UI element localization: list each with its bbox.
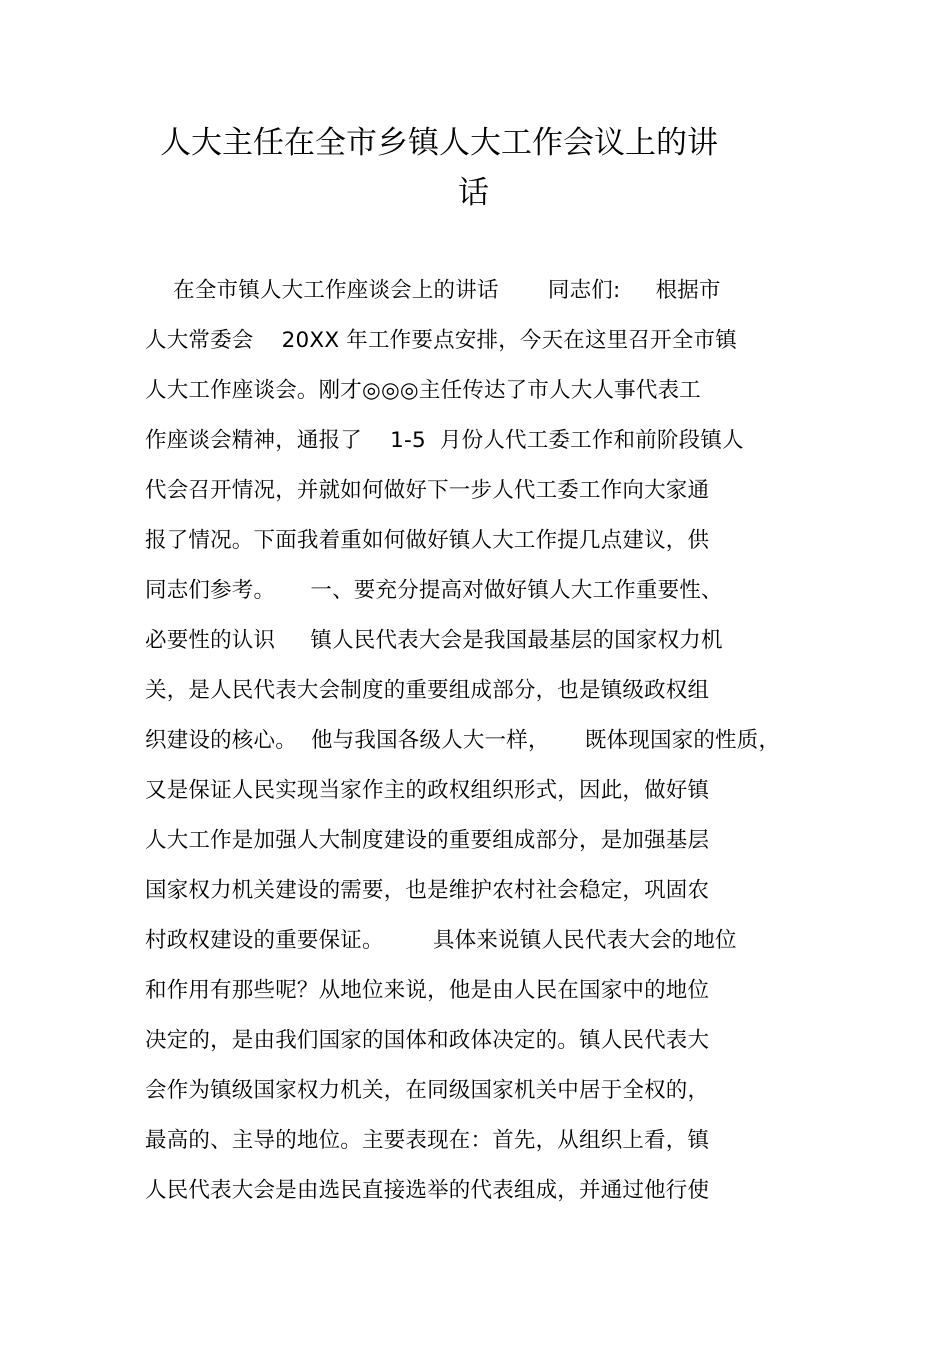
- body-line: 人民代表大会是由选民直接选举的代表组成，并通过他行使: [145, 1178, 710, 1203]
- body-line: 国家权力机关建设的需要，也是维护农村社会稳定，巩固农: [145, 878, 710, 903]
- body-line: 人大工作是加强人大制度建设的重要组成部分，是加强基层: [145, 828, 710, 853]
- body-line: 代会召开情况，并就如何做好下一步人代工委工作向大家通: [145, 478, 710, 503]
- body-line: 作座谈会精神，通报了 1-5 月份人代工委工作和前阶段镇人: [145, 428, 744, 453]
- body-line: 村政权建设的重要保证。 具体来说镇人民代表大会的地位: [145, 928, 737, 953]
- document-title-line-1: 人大主任在全市乡镇人大工作会议上的讲: [160, 125, 718, 161]
- body-line: 人大常委会 20XX 年工作要点安排，今天在这里召开全市镇: [145, 328, 737, 353]
- body-line: 报了情况。下面我着重如何做好镇人大工作提几点建议，供: [145, 528, 710, 553]
- body-line: 关，是人民代表大会制度的重要组成部分，也是镇级政权组: [145, 678, 710, 703]
- body-line: 同志们参考。 一、要充分提高对做好镇人大工作重要性、: [145, 578, 723, 603]
- body-line: 织建设的核心。 他与我国各级人大一样， 既体现国家的性质，: [145, 728, 781, 753]
- body-line: 又是保证人民实现当家作主的政权组织形式，因此，做好镇: [145, 778, 710, 803]
- body-line: 在全市镇人大工作座谈会上的讲话 同志们: 根据市: [145, 278, 721, 303]
- body-line: 决定的，是由我们国家的国体和政体决定的。镇人民代表大: [145, 1028, 710, 1053]
- body-line: 必要性的认识 镇人民代表大会是我国最基层的国家权力机: [145, 628, 723, 653]
- body-line: 和作用有那些呢？从地位来说，他是由人民在国家中的地位: [145, 978, 710, 1003]
- body-line: 会作为镇级国家权力机关，在同级国家机关中居于全权的，: [145, 1078, 710, 1103]
- body-line: 最高的、主导的地位。主要表现在：首先，从组织上看，镇: [145, 1128, 710, 1153]
- body-line: 人大工作座谈会。刚才◎◎◎主任传达了市人大人事代表工: [145, 378, 701, 403]
- document-title-line-2: 话: [458, 175, 489, 211]
